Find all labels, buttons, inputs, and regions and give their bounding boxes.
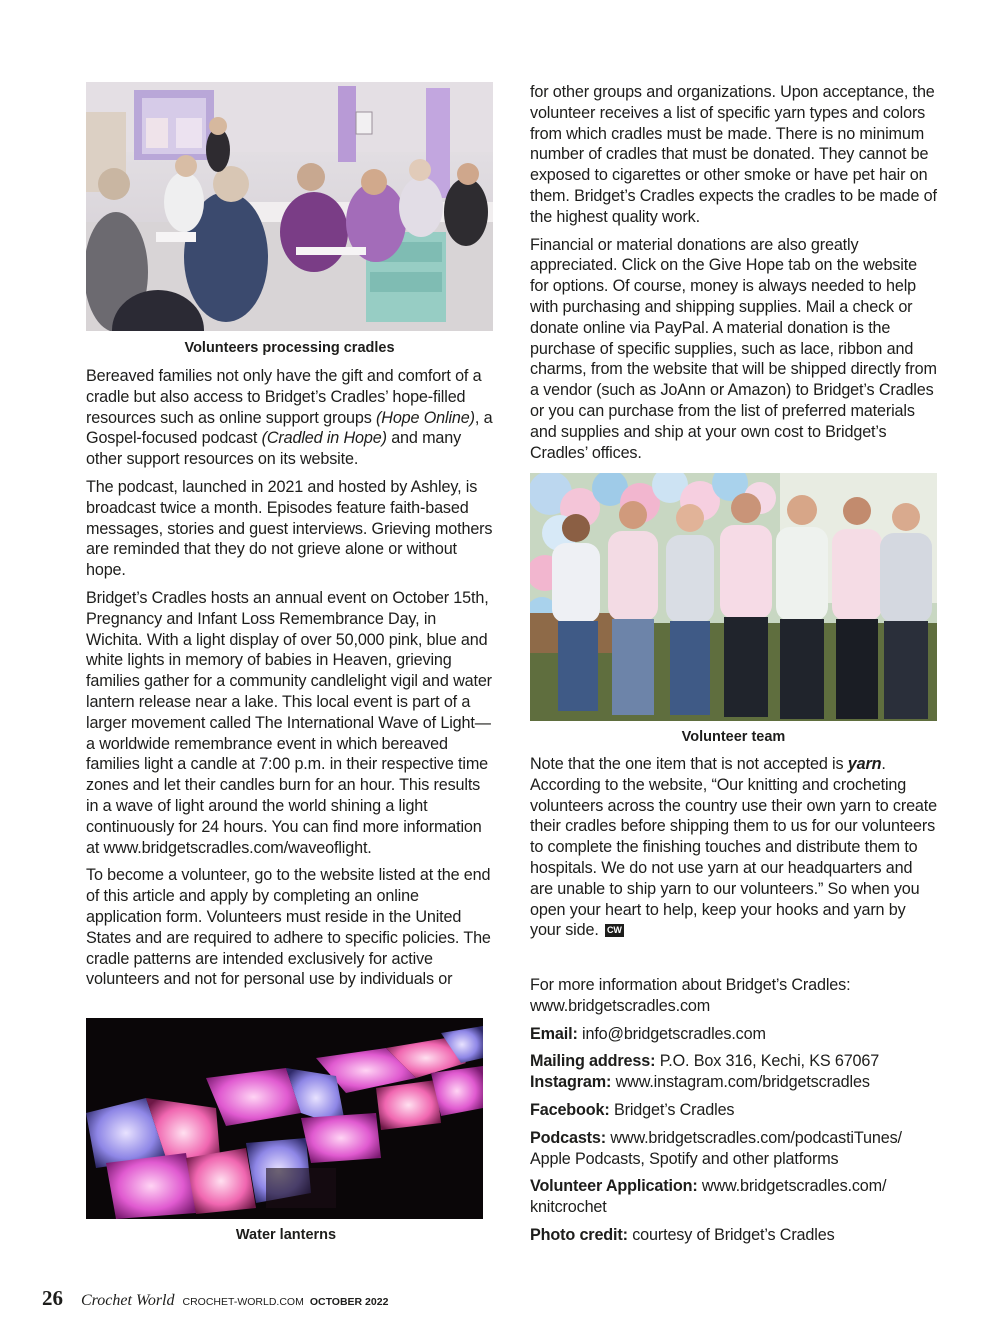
paragraph-become-volunteer: To become a volunteer, go to the website listed at the end of this article and apply by completing an online application form. Volunteers must reside in the United States and are required to adhere to specific policies. The cradle patterns are intended exclusively for active volunteers and not for personal use by individuals or bbox=[86, 866, 491, 989]
right-column bbox=[530, 82, 938, 1244]
text-run: and many other support resources on its website. bbox=[86, 429, 462, 469]
volunteers-photo-caption: Volunteers processing cradles bbox=[184, 340, 395, 356]
page-number: 26 bbox=[42, 1286, 63, 1310]
yarn-note bbox=[530, 754, 938, 948]
mailing-label: Mailing address: bbox=[530, 1052, 656, 1071]
resource-podcasts bbox=[530, 1128, 938, 1170]
instagram-value[interactable]: www.instagram.com/bridgetscradles bbox=[611, 1073, 870, 1092]
water-lanterns-image bbox=[86, 1018, 483, 1219]
text-run: , a Gospel-focused podcast bbox=[86, 408, 493, 448]
podcasts-value[interactable]: www.bridgetscradles.com/podcastiTunes/ Apple Podcasts, Spotify and other platforms bbox=[530, 1128, 902, 1168]
email-value[interactable]: info@bridgetscradles.com bbox=[577, 1024, 766, 1043]
hope-online-title: (Hope Online) bbox=[376, 408, 475, 427]
paragraph-annual-event: Bridget’s Cradles hosts an annual event on October 15th, Pregnancy and Infant Loss Remembrance Day, in Wichita. With a light display of over 50,000 pink, blue and white lights in memory of babies in Heaven, grieving families gather for a community candlelight vigil and water lantern release near a lake. This local event is part of a larger movement called The International Wave of Light—a worldwide remembrance event in which bereaved families light a candle at 7:00 p.m. in their respective time zones and let their candles burn for an hour. This results in a wave of light around the world shining a light continuously for 24 hours. You can find more information at www.bridgetscradles.com/waveoflight. bbox=[86, 588, 492, 857]
volunteers-processing-image bbox=[86, 82, 493, 331]
text-run: . According to the website, “Our knitting and crocheting volunteers across the country use their own yarn to create their cradles before shipping them to us for our volunteers to complete the finishing touches and distribute them to hospitals. We do not use yarn at our headquarters and are unable to ship yarn to our volunteers.” So when you open your heart to help, keep your hooks and yarn by your side. bbox=[530, 755, 937, 940]
resources-box bbox=[530, 975, 938, 1253]
resource-mailing-instagram bbox=[530, 1051, 938, 1093]
paragraph-podcast: The podcast, launched in 2021 and hosted by Ashley, is broadcast twice a month. Episodes feature faith-based messages, stories and guest interviews. Grieving mothers are reminded that they do not grieve alone or without hope. bbox=[86, 477, 493, 580]
volunteer-application-value[interactable]: www.bridgetscradles.com/ knitcrochet bbox=[530, 1177, 887, 1217]
text-run: Note that the one item that is not accepted is bbox=[530, 755, 848, 773]
cradled-in-hope-title: (Cradled in Hope) bbox=[261, 429, 387, 448]
issue-date: OCTOBER 2022 bbox=[309, 1296, 389, 1308]
podcasts-label: Podcasts: bbox=[530, 1128, 607, 1147]
page-footer bbox=[42, 1286, 388, 1310]
photo-credit-value: courtesy of Bridget’s Cradles bbox=[627, 1225, 835, 1244]
paragraph-yarn bbox=[530, 754, 938, 941]
volunteer-team-caption: Volunteer team bbox=[681, 729, 786, 745]
magazine-name: Crochet World bbox=[81, 1292, 175, 1309]
photo-credit-label: Photo credit: bbox=[530, 1225, 628, 1244]
email-label: Email: bbox=[530, 1024, 578, 1043]
resource-photo-credit bbox=[530, 1225, 938, 1246]
resource-intro: For more information about Bridget’s Cradles: www.bridgetscradles.com bbox=[530, 976, 851, 1015]
facebook-label: Facebook: bbox=[530, 1100, 610, 1119]
magazine-website: CROCHET-WORLD.COM bbox=[182, 1296, 304, 1308]
left-column bbox=[86, 82, 493, 1243]
left-body-text bbox=[86, 366, 493, 990]
resource-email bbox=[530, 1024, 938, 1045]
water-lanterns-photo bbox=[86, 1018, 483, 1219]
yarn-emphasis: yarn bbox=[847, 755, 882, 773]
resource-volunteer-application bbox=[530, 1176, 938, 1218]
volunteer-team-image bbox=[530, 473, 937, 721]
mailing-value: P.O. Box 316, Kechi, KS 67067 bbox=[655, 1052, 880, 1071]
text-run: Bereaved families not only have the gift and comfort of a cradle but also access to Bridget’s Cradles’ hope-filled resources such as online support groups bbox=[86, 367, 482, 427]
resource-facebook bbox=[530, 1100, 938, 1121]
water-lanterns-caption: Water lanterns bbox=[235, 1227, 337, 1243]
cw-end-mark: CW bbox=[607, 925, 622, 936]
paragraph-resources bbox=[86, 366, 493, 470]
volunteers-photo bbox=[86, 82, 493, 331]
volunteer-team-photo bbox=[530, 473, 937, 721]
facebook-value: Bridget’s Cradles bbox=[609, 1100, 735, 1119]
paragraph-other-groups: for other groups and organizations. Upon acceptance, the volunteer receives a list of specific yarn types and colors from which cradles must be made. There is no minimum number of cradles that must be donated. They cannot be exposed to cigarettes or other smoke or have pet hair on them. Bridget’s Cradles expects the cradles to be made of the highest quality work. bbox=[530, 83, 937, 226]
instagram-label: Instagram: bbox=[530, 1073, 612, 1092]
right-body-text bbox=[530, 82, 938, 463]
volunteer-application-label: Volunteer Application: bbox=[530, 1177, 698, 1196]
paragraph-donations: Financial or material donations are also greatly appreciated. Click on the Give Hope tab on the website for options. Of course, money is always needed to help with purchasing and shipping supplies. Mail a check or donate online via PayPal. A material donation is the purchase of specific supplies, such as lace, ribbon and charms, from the website that will be shipped directly from a vendor (such as JoAnn or Amazon) to Bridget’s Cradles or you can purchase from the list of preferred materials and supplies and ship at your own cost to Bridget’s Cradles’ offices. bbox=[530, 235, 937, 462]
